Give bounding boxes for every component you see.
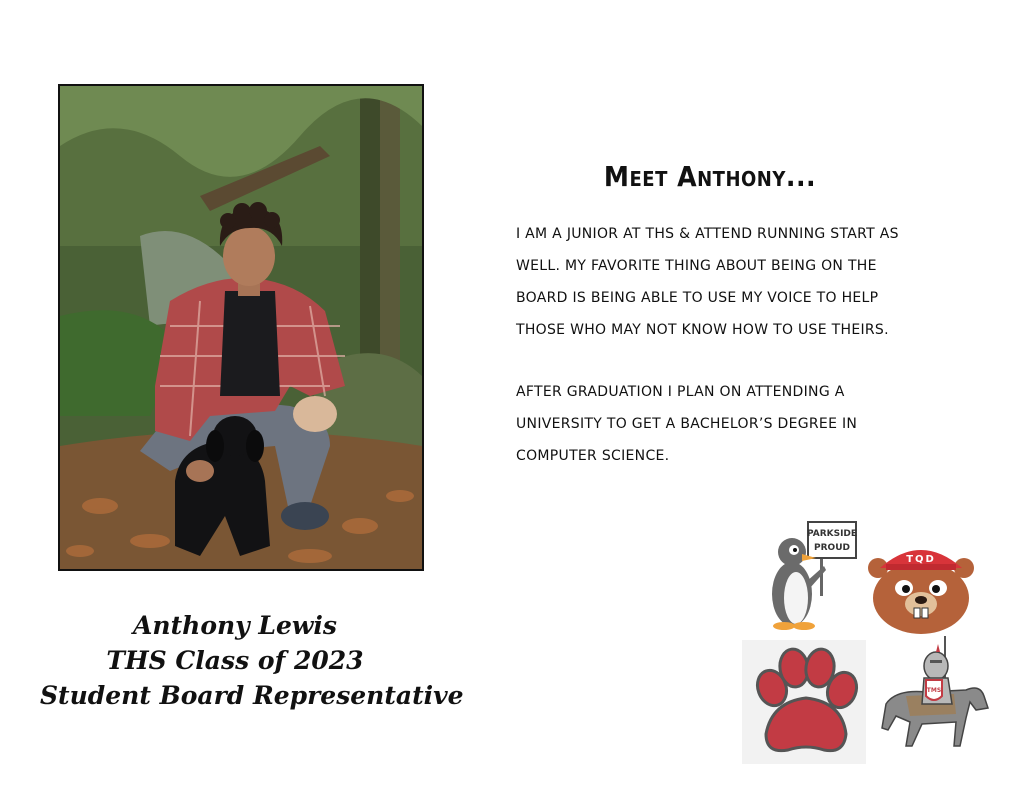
photo-caption (40, 608, 464, 713)
beaver-mascot-icon (866, 538, 976, 638)
svg-text:PROUD: PROUD (814, 543, 850, 553)
penguin-mascot-icon (758, 516, 866, 638)
svg-text:TMS: TMS (926, 687, 942, 694)
svg-text:PARKSIDE: PARKSIDE (806, 529, 858, 539)
bio-paragraph-2: AFTER GRADUATION I PLAN ON ATTENDING A UNIVERSITY TO GET A BACHELOR’S DEGREE IN COMPUTER SCIENCE. (516, 384, 858, 464)
paw-print-icon (742, 640, 866, 764)
student-name: Anthony Lewis (133, 611, 337, 640)
knight-on-horse-icon (876, 634, 992, 754)
student-photo (58, 84, 424, 571)
svg-text:TQD: TQD (906, 554, 936, 565)
role-line: Student Board Representative (40, 681, 464, 710)
class-line: THS Class of 2023 (106, 646, 364, 675)
page-title: Meet Anthony... (603, 160, 817, 193)
bio-text (516, 218, 926, 502)
bio-paragraph-1: I AM A JUNIOR AT THS & ATTEND RUNNING START AS WELL. MY FAVORITE THING ABOUT BEING ON THE BOARD IS BEING ABLE TO USE MY VOICE TO HELP THOSE WHO MAY NOT KNOW HOW TO USE THEIRS. (516, 226, 899, 338)
